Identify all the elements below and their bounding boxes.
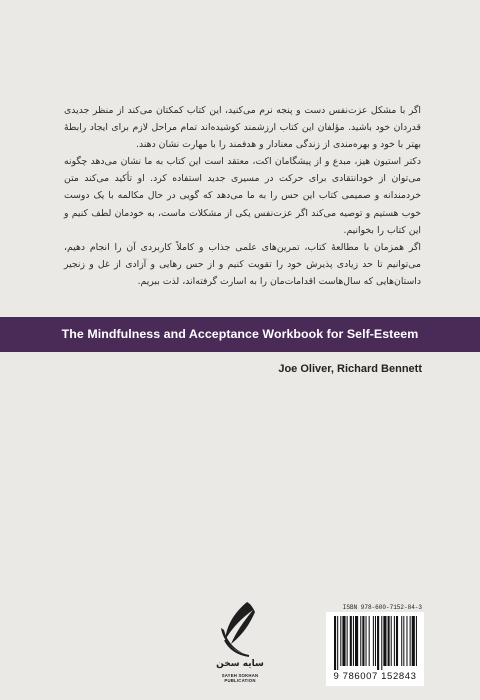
publisher-name-english (200, 673, 280, 683)
barcode-bar (403, 616, 404, 666)
barcode-bar (383, 616, 386, 666)
barcode-bar (412, 616, 415, 666)
barcode-bar (394, 616, 395, 666)
title-band (0, 317, 480, 352)
barcode-bar (360, 616, 361, 666)
back-cover-blurb (64, 102, 421, 290)
barcode-bar (347, 616, 348, 666)
barcode-bar (388, 616, 390, 666)
english-book-title: The Mindfulness and Acceptance Workbook for Self-Esteem (61, 327, 419, 341)
barcode-bar (334, 616, 336, 670)
barcode-number: 9 786007 152843 (333, 671, 417, 682)
barcode-bar (350, 616, 352, 666)
barcode-bar (406, 616, 407, 666)
publisher-name-persian: سایه سخن (216, 659, 264, 669)
isbn-label: ISBN 978-600-7152-84-3 (342, 604, 422, 611)
barcode-bar (355, 616, 358, 666)
barcode-bar (396, 616, 398, 666)
barcode-bar (342, 616, 345, 666)
barcode-bars (332, 616, 418, 670)
feather-quill-icon (215, 600, 265, 658)
blurb-paragraph-2: دکتر استیون هیز، مبدع و از پیشگامان اکت، معتقد است این کتاب به ما نشان می‌دهد چگونه می‌توان از خودانتقادی برای حرکت در مسیری جدید استفاده کرد. او تأکید می‌کند متن خردمندانه و صمیمی کتاب این حس را به ما می‌دهد که گویی در حال مکالمه با یک دوست خوب هستیم و توصیه می‌کند اگر عزت‌نفس یکی از مشکلات ماست، به خودمان لطف کنیم و این کتاب را بخوانیم. (64, 156, 421, 236)
barcode-bar (373, 616, 374, 666)
publisher-logo (200, 600, 280, 692)
publisher-name-line-2: PUBLICATION (224, 678, 256, 684)
barcode-bar (366, 616, 367, 666)
barcode (326, 612, 424, 686)
barcode-bar (362, 616, 364, 666)
blurb-paragraph-1: اگر با مشکل عزت‌نفس دست و پنجه نرم می‌کنید، این کتاب کمکتان می‌کند از منظر جدیدی قدردان خود باشید. مؤلفان این کتاب ارزشمند کوشیده‌اند تمام مراحل لازم برای ایجاد رابطهٔ بهتر با خود و بهره‌مندی از زندگی معنادار و هدفمند را با مهارت نشان دهند. (64, 105, 421, 151)
blurb-paragraph-3: اگر همزمان با مطالعهٔ کتاب، تمرین‌های علمی جذاب و کاملاً کاربردی آن را انجام دهیم، می‌توانیم تا حد زیادی پذیرش خود را تقویت کنیم و از حس رهایی و آزادی از غل و زنجیر داستان‌هایی که سال‌هاست اقدامات‌مان را به اسارت گرفته‌اند، لذت ببریم. (64, 241, 421, 287)
barcode-bar (375, 616, 376, 666)
barcode-bar (353, 616, 354, 666)
barcode-bar (369, 616, 370, 666)
barcode-bar (416, 616, 417, 666)
author-names: Joe Oliver, Richard Bennett (278, 363, 422, 375)
barcode-bar (401, 616, 402, 666)
barcode-bar (377, 616, 379, 670)
barcode-bar (340, 616, 341, 666)
barcode-bar (391, 616, 392, 666)
barcode-bar (381, 616, 382, 670)
barcode-bar (410, 616, 411, 666)
barcode-bar (337, 616, 338, 670)
publisher-name-line-1: SAYEH SOKHAN (221, 673, 259, 678)
